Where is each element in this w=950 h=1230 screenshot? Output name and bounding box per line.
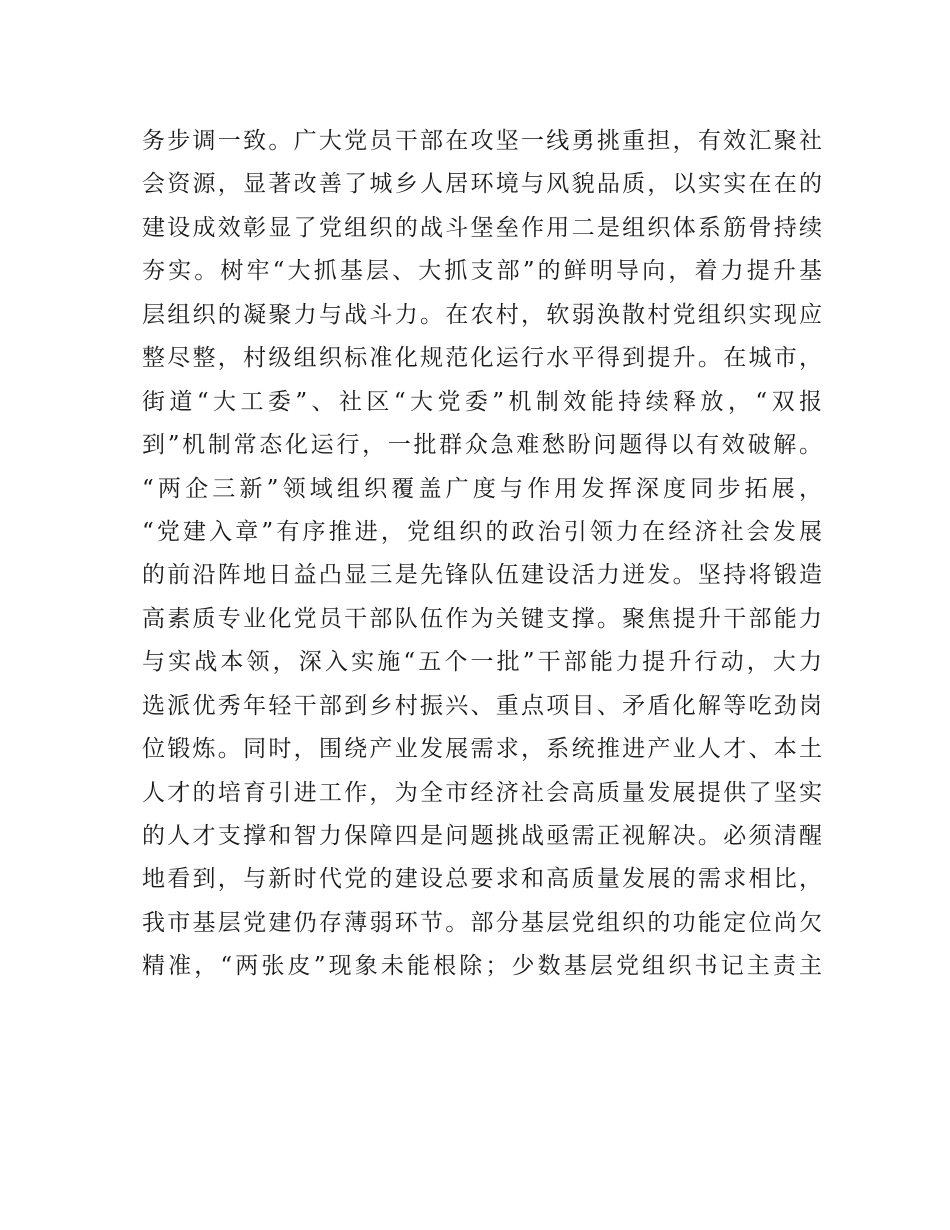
text-line: 的人才支撑和智力保障四是问题挑战亟需正视解决。必须清醒 (142, 823, 822, 849)
text-line: 到”机制常态化运行，一批群众急难愁盼问题得以有效破解。 (142, 432, 822, 459)
text-line: 精准，“两张皮”现象未能根除；少数基层党组织书记主责主 (142, 953, 822, 980)
text-line: 街道“大工委”、社区“大党委”机制效能持续释放，“双报 (142, 388, 822, 415)
text-line: 位锻炼。同时，围绕产业发展需求，系统推进产业人才、本土 (142, 736, 822, 763)
text-line: 与实战本领，深入实施“五个一批”干部能力提升行动，大力 (142, 649, 822, 676)
text-line: 人才的培育引进工作，为全市经济社会高质量发展提供了坚实 (142, 779, 822, 806)
text-line: 务步调一致。广大党员干部在攻坚一线勇挑重担，有效汇聚社 (142, 128, 822, 154)
body-text (142, 120, 822, 989)
text-line: 选派优秀年轻干部到乡村振兴、重点项目、矛盾化解等吃劲岗 (142, 692, 822, 719)
text-line: “两企三新”领域组织覆盖广度与作用发挥深度同步拓展， (142, 475, 822, 502)
text-line: 夯实。树牢“大抓基层、大抓支部”的鲜明导向，着力提升基 (142, 258, 822, 285)
text-line: 整尽整，村级组织标准化规范化运行水平得到提升。在城市， (142, 345, 822, 372)
text-line: 高素质专业化党员干部队伍作为关键支撑。聚焦提升干部能力 (142, 605, 822, 632)
text-line: “党建入章”有序推进，党组织的政治引领力在经济社会发展 (142, 518, 822, 545)
text-line: 会资源，显著改善了城乡人居环境与风貌品质，以实实在在的 (142, 171, 822, 198)
text-line: 的前沿阵地日益凸显三是先锋队伍建设活力迸发。坚持将锻造 (142, 562, 822, 589)
text-line: 地看到，与新时代党的建设总要求和高质量发展的需求相比， (142, 866, 822, 893)
text-line: 层组织的凝聚力与战斗力。在农村，软弱涣散村党组织实现应 (142, 301, 822, 328)
text-line: 我市基层党建仍存薄弱环节。部分基层党组织的功能定位尚欠 (142, 909, 822, 936)
text-line: 建设成效彰显了党组织的战斗堡垒作用二是组织体系筋骨持续 (142, 214, 822, 241)
